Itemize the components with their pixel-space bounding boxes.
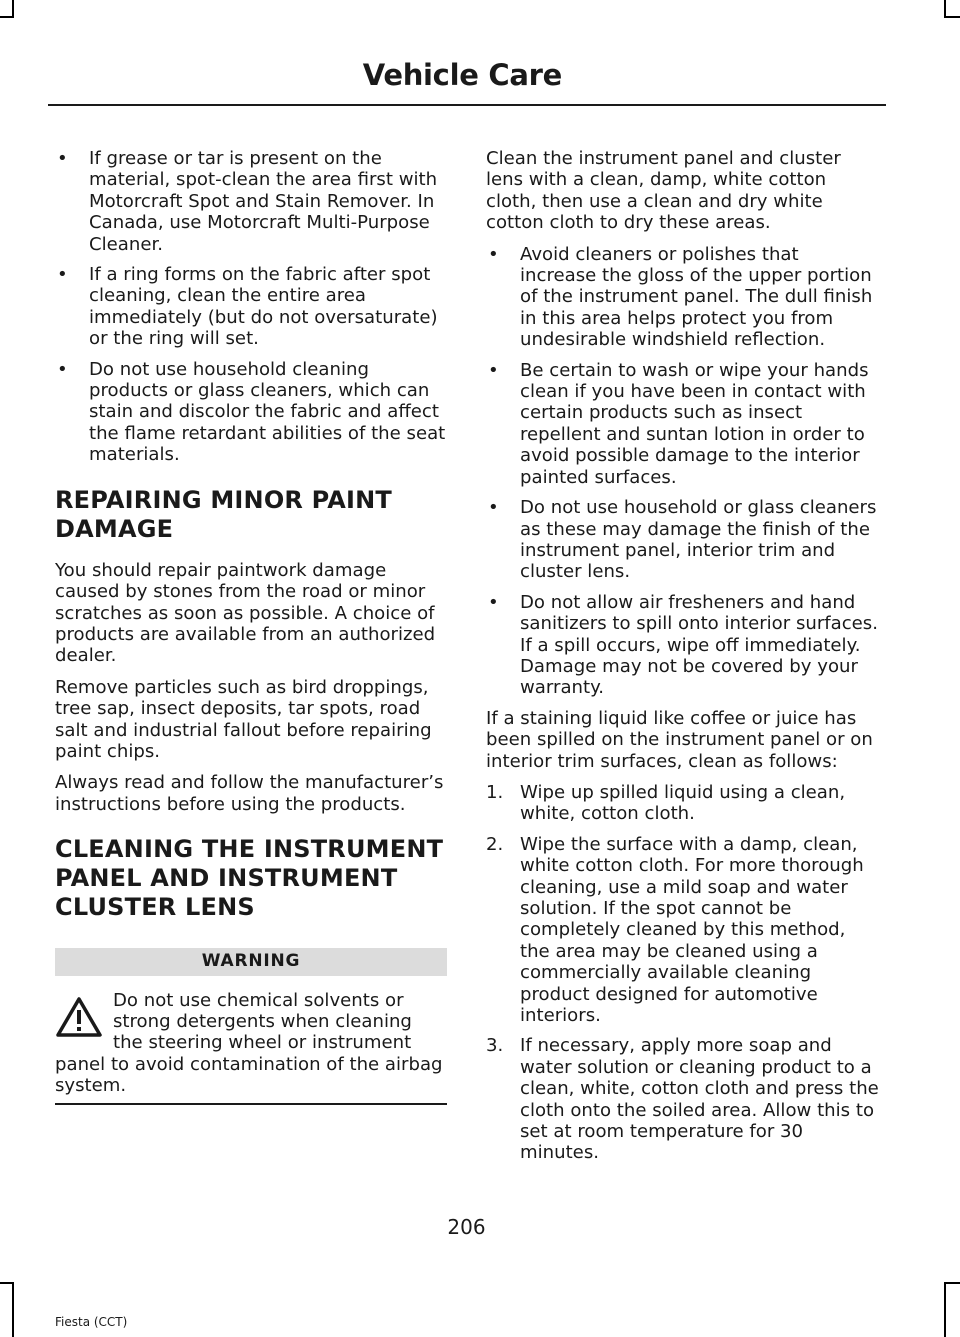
step-text: Wipe up spilled liquid using a clean, white, cotton cloth. bbox=[520, 781, 846, 825]
step-item bbox=[486, 834, 880, 1027]
crop-mark bbox=[0, 16, 14, 18]
warning-triangle-icon bbox=[55, 996, 103, 1038]
left-column bbox=[55, 148, 447, 1105]
crop-mark bbox=[12, 1282, 14, 1337]
warning-label: WARNING bbox=[55, 948, 447, 975]
paragraph: You should repair paintwork damage caused by stones from the road or minor scratches as soon as possible. A choice of products are available from an authorized dealer. bbox=[55, 559, 436, 667]
step-text: If necessary, apply more soap and water solution or cleaning product to a clean, white, cotton cloth and press the cloth onto the soiled area. Allow this to set at room temperature for 30 minutes. bbox=[520, 1035, 879, 1164]
list-item: • Do not allow air fresheners and hand sanitizers to spill onto interior surfaces. If a spill occurs, wipe off immediately. Damage may not be covered by your warranty. bbox=[486, 592, 880, 699]
crop-mark bbox=[944, 16, 960, 18]
paragraph: Always read and follow the manufacturer’s instructions before using the products. bbox=[55, 772, 444, 815]
crop-mark bbox=[944, 1282, 960, 1284]
list-item: • If grease or tar is present on the material, spot-clean the area first with Motorcraft Spot and Stain Remover. In Canada, use Motorcraft Multi-Purpose Cleaner. bbox=[55, 148, 447, 255]
spill-cleaning-steps bbox=[486, 782, 880, 1164]
footer-model: Fiesta (CCT) bbox=[55, 1315, 128, 1329]
instrument-panel-list bbox=[486, 244, 880, 699]
step-number: 3. bbox=[486, 1035, 504, 1057]
header-divider bbox=[48, 104, 886, 106]
list-item: • Be certain to wash or wipe your hands clean if you have been in contact with certain products such as insect repellent and suntan lotion in order to avoid possible damage to the interior painted surfaces. bbox=[486, 360, 880, 488]
crop-mark bbox=[944, 1282, 946, 1337]
warning-divider bbox=[55, 1103, 447, 1105]
list-item: • If a ring forms on the fabric after spot cleaning, clean the entire area immediately (but do not oversaturate) or the ring will set. bbox=[55, 264, 447, 350]
heading-instrument-panel: CLEANING THE INSTRUMENT PANEL AND INSTRUMENT CLUSTER LENS bbox=[55, 835, 444, 922]
fabric-cleaning-list bbox=[55, 148, 447, 466]
heading-paint-damage: REPAIRING MINOR PAINT DAMAGE bbox=[55, 485, 393, 543]
warning-text: Do not use chemical solvents or strong detergents when cleaning the steering wheel or instrument panel to avoid contamination of the airbag system. bbox=[55, 989, 443, 1097]
list-item: • Avoid cleaners or polishes that increase the gloss of the upper portion of the instrument panel. The dull finish in this area helps protect you from undesirable windshield reflection. bbox=[486, 244, 880, 351]
warning-box bbox=[55, 988, 447, 1105]
step-item bbox=[486, 782, 880, 825]
step-number: 2. bbox=[486, 833, 504, 855]
right-column bbox=[486, 148, 880, 1173]
paragraph: If a staining liquid like coffee or juice has been spilled on the instrument panel or on interior trim surfaces, clean as follows: bbox=[486, 707, 873, 772]
page-number: 206 bbox=[447, 1215, 486, 1239]
paragraph: Remove particles such as bird droppings, tree sap, insect deposits, tar spots, road salt and industrial fallout before repairing paint chips. bbox=[55, 676, 432, 762]
list-item: • Do not use household or glass cleaners as these may damage the finish of the instrument panel, interior trim and cluster lens. bbox=[486, 497, 880, 583]
step-text: Wipe the surface with a damp, clean, white cotton cloth. For more thorough cleaning, use a mild soap and water solution. If the spot cannot be completely cleaned by this method, the area may be cleaned using a commercially available cleaning product designed for automotive interiors. bbox=[520, 833, 864, 1027]
step-number: 1. bbox=[486, 781, 504, 803]
paragraph: Clean the instrument panel and cluster lens with a clean, damp, white cotton cloth, then use a clean and dry white cotton cloth to dry these areas. bbox=[486, 148, 841, 234]
crop-mark bbox=[0, 1282, 14, 1284]
list-item: • Do not use household cleaning products or glass cleaners, which can stain and discolor the fabric and affect the flame retardant abilities of the seat materials. bbox=[55, 359, 447, 466]
step-item bbox=[486, 1035, 880, 1163]
section-title: Vehicle Care bbox=[362, 58, 562, 92]
